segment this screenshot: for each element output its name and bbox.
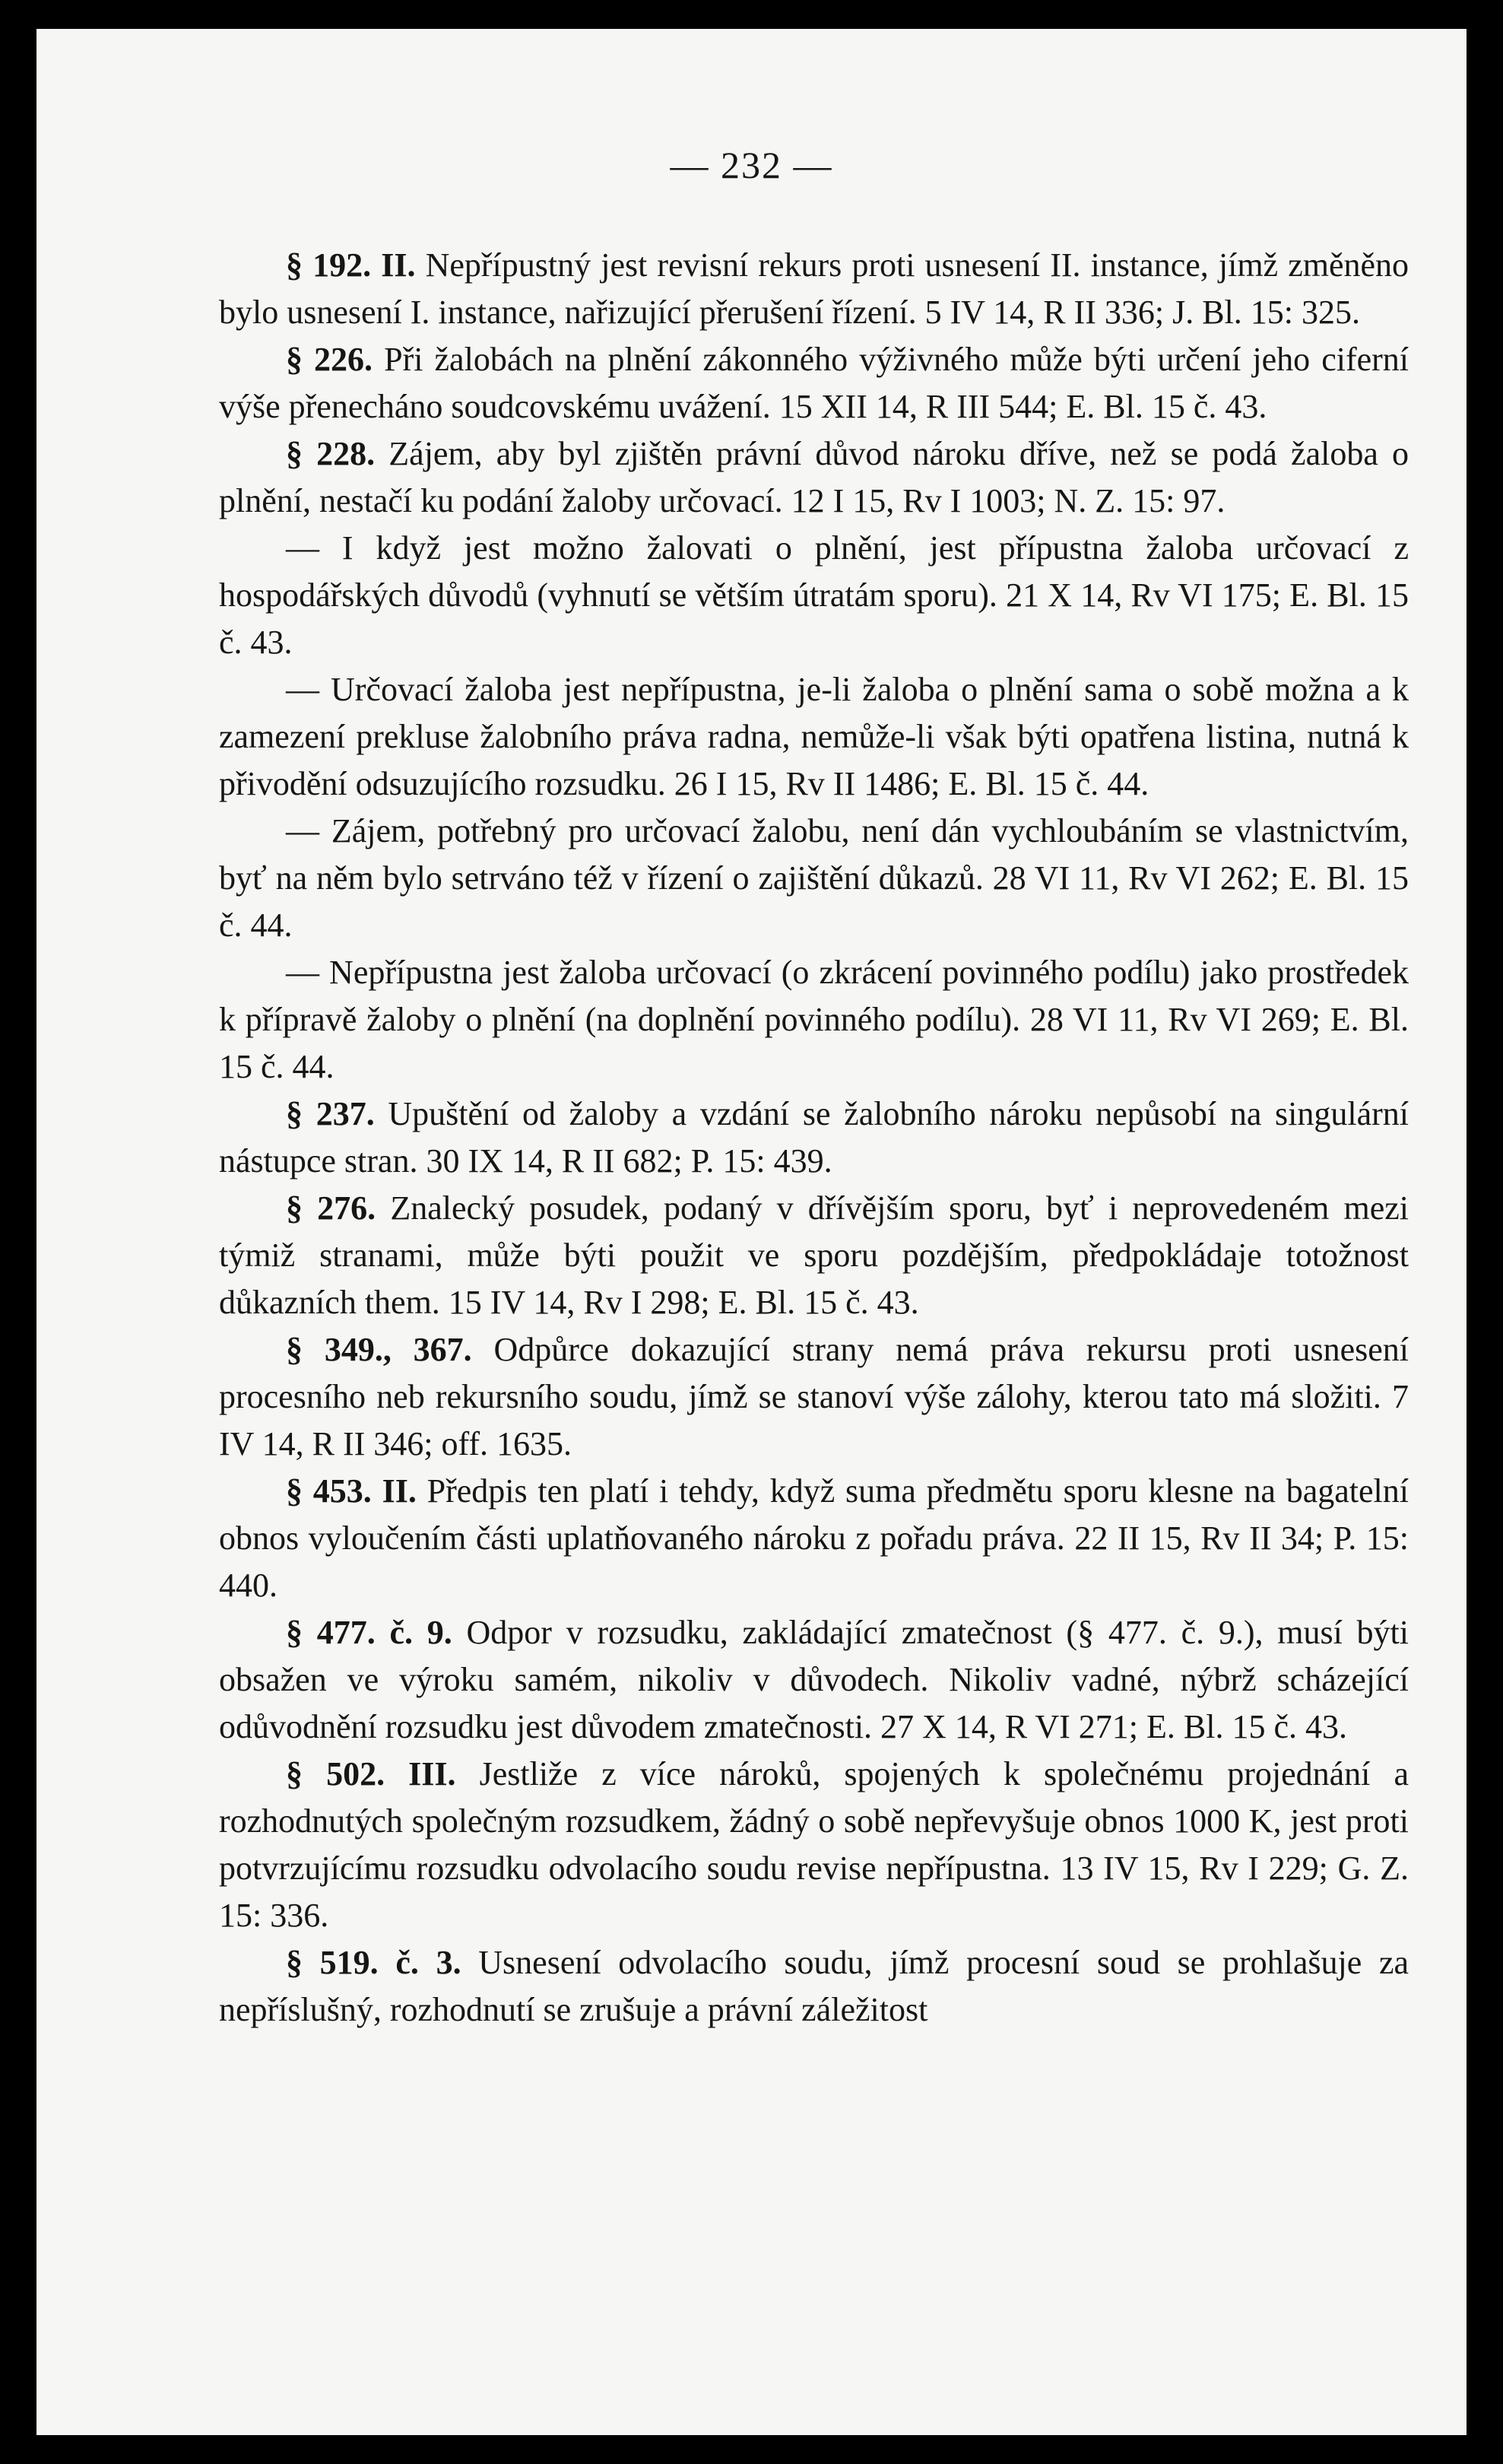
paragraph-text: Upuštění od žaloby a vzdání se žalobního nároku nepůsobí na singulární nástupce stran. 30 IX 14, R II 682; P. 15: 439. bbox=[219, 1095, 1409, 1180]
paragraph bbox=[219, 242, 1409, 336]
section-ref: § 349., 367. bbox=[286, 1331, 472, 1368]
paragraph-text: Usnesení odvolacího soudu, jímž procesní soud se prohlašuje za nepříslušný, rozhodnutí se zrušuje a právní záležitost bbox=[219, 1944, 1409, 2028]
section-ref: § 519. č. 3. bbox=[286, 1944, 461, 1981]
paragraph-text: Zájem, aby byl zjištěn právní důvod nároku dříve, než se podá žaloba o plnění, nestačí ku podání žaloby určovací. 12 I 15, Rv I 1003; N. Z. 15: 97. bbox=[219, 435, 1409, 519]
paragraph bbox=[219, 1939, 1409, 2034]
section-ref: § 228. bbox=[286, 435, 376, 472]
section-ref: § 276. bbox=[286, 1189, 376, 1227]
paragraph-text: — I když jest možno žalovati o plnění, jest přípustna žaloba určovací z hospodářských důvodů (vyhnutí se větším útratám sporu). 21 X 14, Rv VI 175; E. Bl. 15 č. 43. bbox=[219, 529, 1409, 661]
paragraph-text: Znalecký posudek, podaný v dřívějším sporu, byť i neprovedeném mezi týmiž stranami, může býti použit ve sporu pozdějším, předpokládaje totožnost důkazních them. 15 IV 14, Rv I 298; E. Bl. 15 č. 43. bbox=[219, 1189, 1409, 1321]
paragraph-text: — Určovací žaloba jest nepřípustna, je-li žaloba o plnění sama o sobě možna a k zamezení prekluse žalobního práva radna, nemůže-li však býti opatřena listina, nutná k přivodění odsuzujícího rozsudku. 26 I 15, Rv II 1486; E. Bl. 15 č. 44. bbox=[219, 671, 1409, 802]
paragraph bbox=[219, 1468, 1409, 1609]
paragraph-text: Odpor v rozsudku, zakládající zmatečnost (§ 477. č. 9.), musí býti obsažen ve výroku samém, nikoliv v důvodech. Nikoliv vadné, nýbrž scházející odůvodnění rozsudku jest důvodem zmatečnosti. 27 X 14, R VI 271; E. Bl. 15 č. 43. bbox=[219, 1614, 1409, 1745]
paragraph bbox=[219, 666, 1409, 808]
paragraph bbox=[219, 1751, 1409, 1939]
section-ref: § 237. bbox=[286, 1095, 375, 1132]
paragraph bbox=[219, 1609, 1409, 1751]
section-ref: § 502. III. bbox=[286, 1755, 456, 1792]
paragraph bbox=[219, 1326, 1409, 1468]
paragraph bbox=[219, 336, 1409, 430]
paragraph bbox=[219, 1091, 1409, 1185]
section-ref: § 477. č. 9. bbox=[286, 1614, 452, 1651]
paragraph bbox=[219, 808, 1409, 949]
paragraph bbox=[219, 949, 1409, 1091]
body-text bbox=[219, 242, 1409, 2034]
section-ref: § 226. bbox=[286, 341, 373, 378]
paragraph-text: Předpis ten platí i tehdy, když suma předmětu sporu klesne na bagatelní obnos vyloučením části uplatňovaného nároku z pořadu práva. 22 II 15, Rv II 34; P. 15: 440. bbox=[219, 1472, 1409, 1604]
paragraph-text: Jestliže z více nároků, spojených k společnému projednání a rozhodnutých společným rozsudkem, žádný o sobě nepřevyšuje obnos 1000 K, jest proti potvrzujícímu rozsudku odvolacího soudu revise nepřípustna. 13 IV 15, Rv I 229; G. Z. 15: 336. bbox=[219, 1755, 1409, 1934]
scanned-page bbox=[36, 29, 1467, 2435]
paragraph-text: — Nepřípustna jest žaloba určovací (o zkrácení povinného podílu) jako prostředek k přípravě žaloby o plnění (na doplnění povinného podílu). 28 VI 11, Rv VI 269; E. Bl. 15 č. 44. bbox=[219, 954, 1409, 1085]
paragraph-text: Odpůrce dokazující strany nemá práva rekursu proti usnesení procesního neb rekursního soudu, jímž se stanoví výše zálohy, kterou tato má složiti. 7 IV 14, R II 346; off. 1635. bbox=[219, 1331, 1409, 1462]
paragraph bbox=[219, 430, 1409, 525]
paragraph-text: Nepřípustný jest revisní rekurs proti usnesení II. instance, jímž změněno bylo usnesení I. instance, nařizující přerušení řízení. 5 IV 14, R II 336; J. Bl. 15: 325. bbox=[219, 246, 1409, 331]
section-ref: § 453. II. bbox=[286, 1472, 417, 1510]
paragraph-text: — Zájem, potřebný pro určovací žalobu, není dán vychloubáním se vlastnictvím, byť na něm bylo setrváno též v řízení o zajištění důkazů. 28 VI 11, Rv VI 262; E. Bl. 15 č. 44. bbox=[219, 812, 1409, 944]
paragraph bbox=[219, 1185, 1409, 1326]
section-ref: § 192. II. bbox=[286, 246, 416, 284]
page-number: — 232 — bbox=[670, 144, 833, 186]
paragraph bbox=[219, 525, 1409, 666]
paragraph-text: Při žalobách na plnění zákonného výživného může býti určení jeho ciferní výše přenecháno soudcovskému uvážení. 15 XII 14, R III 544; E. Bl. 15 č. 43. bbox=[219, 341, 1409, 425]
